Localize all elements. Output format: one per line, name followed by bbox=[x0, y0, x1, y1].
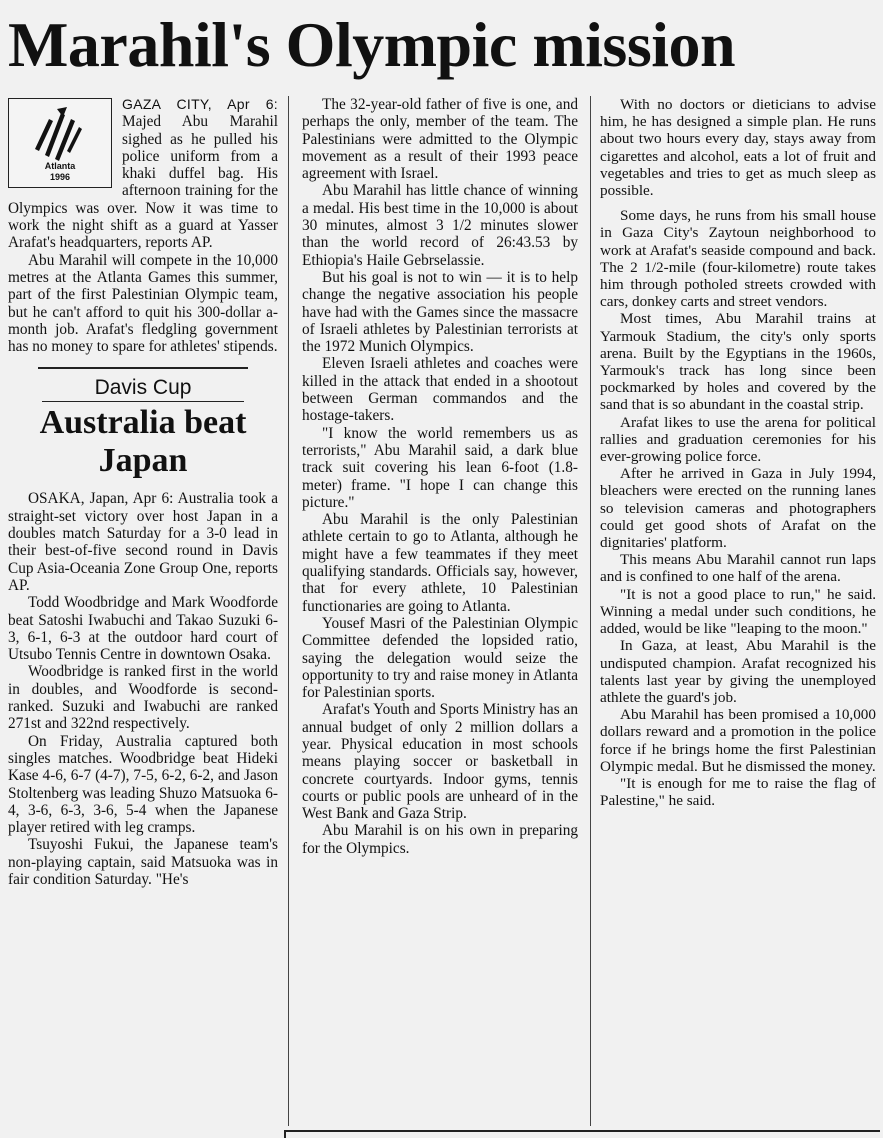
bottom-rule bbox=[284, 1130, 880, 1138]
headline: Marahil's Olympic mission bbox=[8, 9, 736, 80]
paragraph: "It is not a good place to run," he said. Winning a medal under such conditions, he added, would be like "leaping to the moon." bbox=[600, 585, 876, 638]
paragraph: On Friday, Australia captured both singles matches. Woodbridge beat Hideki Kase 4-6, 6-7 (4-7), 7-5, 6-2, 6-2, and Jason Stoltenberg was leading Shuzo Matsuoka 6-4, 3-6, 6-3, 3-6, 5-4 when the Japanese player retired with leg cramps. bbox=[8, 732, 278, 837]
lead-text: Majed Abu Marahil sighed as he pulled his police uniform from a khaki duffel bag. His afternoon training for the Olympics was over. Now it was time to work the night shift as a guard at Yasser Arafat's headquarters, reports AP. bbox=[8, 113, 278, 252]
paragraph: With no doctors or dieticians to advise him, he has designed a simple plan. He runs about two hours every day, stays away from cigarettes and alcohol, eats a lot of fruit and vegetables and tries to get as much sleep as possible. bbox=[600, 96, 876, 200]
paragraph: Arafat likes to use the arena for political rallies and graduation ceremonies for his ever-growing police force. bbox=[600, 413, 876, 466]
paragraph: Abu Marahil has been promised a 10,000 dollars reward and a promotion in the police force if he brings home the first Palestinian Olympic medal. But he dismissed the money. bbox=[600, 706, 876, 775]
paragraph: Todd Woodbridge and Mark Woodforde beat Satoshi Iwabuchi and Takao Suzuki 6-3, 6-1, 6-3 at the outdoor hard court of Utsubo Tennis Centre in downtown Osaka. bbox=[8, 594, 278, 664]
column-2 bbox=[302, 96, 578, 857]
subheadline bbox=[8, 404, 278, 480]
column-3 bbox=[600, 96, 876, 809]
paragraph: Abu Marahil is the only Palestinian athlete certain to go to Atlanta, although he might have a few teammates if they meet qualifying standards. Officials say, however, that for every athlete, 10 Palestinian functionaries are going to Atlanta. bbox=[302, 511, 578, 615]
paragraph: Abu Marahil has little chance of winning a medal. His best time in the 10,000 is about 30 minutes, almost 3 1/2 minutes slower than the world record of 26:43.53 by Ethiopia's Haile Gebrselassie. bbox=[302, 182, 578, 269]
section-kicker: Davis Cup bbox=[42, 375, 244, 402]
paragraph: Arafat's Youth and Sports Ministry has an annual budget of only 2 million dollars a year. Physical education in most schools means playing soccer or basketball in concrete courtyards. Indoor gyms, tennis courts or public pools are unheard of in the West Bank and Gaza Strip. bbox=[302, 701, 578, 823]
paragraph: Tsuyoshi Fukui, the Japanese team's non-playing captain, said Matsuoka was in fair condition Saturday. "He's bbox=[8, 836, 278, 888]
subheadline-line: Australia beat bbox=[39, 404, 247, 442]
paragraph: Woodbridge is ranked first in the world in doubles, and Woodforde is second-ranked. Suzuki and Iwabuchi are ranked 271st and 322nd respectively. bbox=[8, 663, 278, 733]
paragraph: Yousef Masri of the Palestinian Olympic Committee defended the lopsided ratio, saying the delegation would seize the opportunity to try and raise money in Atlanta for Palestinian sports. bbox=[302, 614, 578, 702]
paragraph: Abu Marahil is on his own in preparing for the Olympics. bbox=[302, 822, 578, 857]
subheadline-line: Japan bbox=[98, 442, 188, 480]
paragraph: But his goal is not to win — it is to help change the negative association his people have had with the Games since the massacre of Israeli athletes by Palestinian terrorists at the 1972 Munich Olympics. bbox=[302, 268, 578, 356]
paragraph: Some days, he runs from his small house in Gaza City's Zaytoun neighborhood to work at Arafat's seaside compound and back. The 2 1/2-mile (four-kilometre) route takes him through potholed streets crowded with cars, donkey carts and street vendors. bbox=[600, 207, 876, 311]
dateline: GAZA CITY, Apr 6: bbox=[122, 96, 278, 112]
paragraph: Abu Marahil will compete in the 10,000 metres at the Atlanta Games this summer, part of the first Palestinian Olympic team, but he can't afford to quit his 300-dollar a-month job. Arafat's fledgling government has no money to spare for athletes' stipends. bbox=[8, 251, 278, 356]
paragraph: OSAKA, Japan, Apr 6: Australia took a straight-set victory over host Japan in a doubles match Saturday for a 3-0 lead in their best-of-five second round in Davis Cup Asia-Oceania Zone Group One, reports AP. bbox=[8, 490, 278, 594]
column-1 bbox=[8, 96, 278, 888]
logo-city: Atlanta bbox=[44, 161, 76, 171]
column-rule bbox=[590, 96, 591, 1126]
paragraph: This means Abu Marahil cannot run laps and is confined to one half of the arena. bbox=[600, 551, 876, 586]
paragraph: Eleven Israeli athletes and coaches were killed in the attack that ended in a shootout between German commandos and the hostage-takers. bbox=[302, 355, 578, 425]
section-divider bbox=[38, 367, 248, 369]
paragraph: Most times, Abu Marahil trains at Yarmouk Stadium, the city's only sports arena. Built by the Egyptians in the 1960s, Yarmouk's track has long since been pockmarked by holes and covered by the sand that is so abundant in the coastal strip. bbox=[600, 310, 876, 414]
column-rule bbox=[288, 96, 289, 1126]
atlanta-1996-logo bbox=[8, 98, 112, 188]
paragraph: "I know the world remembers us as terrorists," Abu Marahil said, a dark blue track suit covering his lean 6-foot (1.8-meter) frame. "I hope I can change this picture." bbox=[302, 424, 578, 511]
paragraph: After he arrived in Gaza in July 1994, bleachers were erected on the running lanes so television cameras and photographers could get good shots of Arafat on the dignitaries' platform. bbox=[600, 465, 876, 552]
atlanta-1996-torch-icon bbox=[27, 105, 93, 167]
logo-year: 1996 bbox=[49, 172, 71, 182]
paragraph: "It is enough for me to raise the flag of Palestine," he said. bbox=[600, 774, 876, 810]
paragraph: In Gaza, at least, Abu Marahil is the undisputed champion. Arafat recognized his talents last year by giving the unemployed athlete the guard's job. bbox=[600, 637, 876, 706]
paragraph: The 32-year-old father of five is one, and perhaps the only, member of the team. The Palestinians were admitted to the Olympic movement as a result of their 1993 peace agreement with Israel. bbox=[302, 96, 578, 183]
